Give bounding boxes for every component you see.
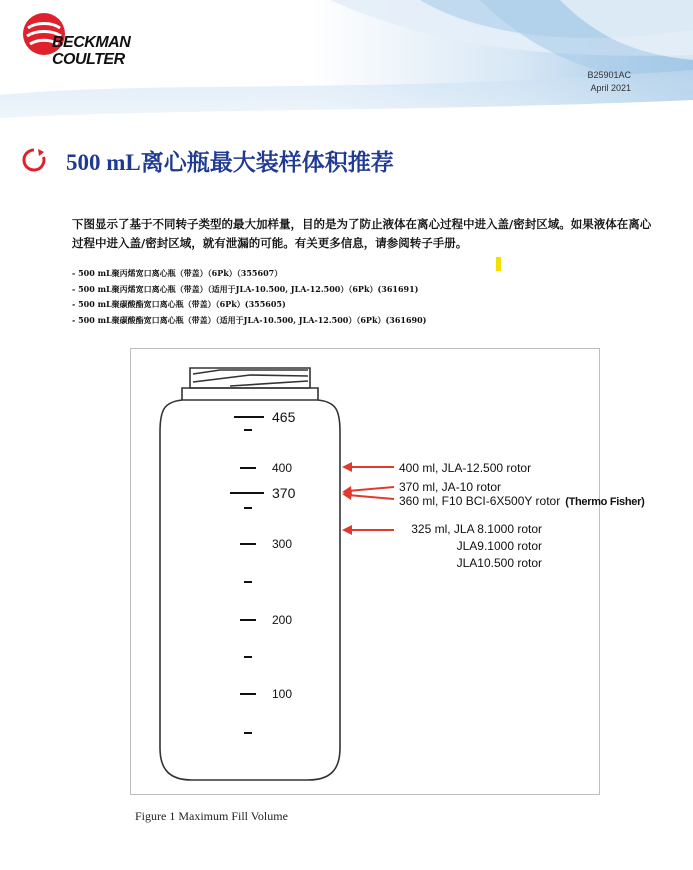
graduation-ticks [230,417,264,733]
annotation-325-line3: JLA10.500 rotor [456,556,542,570]
logo-text-line1: BECKMAN [52,34,131,51]
annotation-360-text: 360 ml, F10 BCI-6X500Y rotor [399,494,561,508]
refresh-circle-icon [21,147,47,173]
annotation-360 [399,494,645,508]
annotation-400: 400 ml, JLA-12.500 rotor [399,461,532,475]
graduation-label: 400 [272,461,293,475]
graduation-label: 100 [272,687,293,701]
bottle-figure [130,348,670,795]
list-item: - 500 mL聚丙烯宽口离心瓶（带盖）（适用于JLA-10.500, JLA-12.500）（6Pk）(361691) [72,283,419,294]
arrow-400 [342,462,394,472]
document-number: B25901AC [587,70,631,80]
list-item: - 500 mL聚丙烯宽口离心瓶（带盖）（6Pk）（355607） [72,268,283,278]
annotation-325-line2: JLA9.1000 rotor [456,539,542,553]
graduation-label: 200 [272,613,293,627]
highlight-marker [496,257,501,271]
annotation-370: 370 ml, JA-10 rotor [399,480,502,494]
annotation-325-line1: 325 ml, JLA 8.1000 rotor [411,522,542,536]
product-list [72,266,426,328]
intro-paragraph: 下图显示了基于不同转子类型的最大加样量，目的是为了防止液体在离心过程中进入盖/密封区域。如果液体在离心过程中进入盖/密封区域，就有泄漏的可能。有关更多信息，请参阅转子手册。 [72,217,652,250]
graduation-label: 465 [272,409,296,425]
bottle-neck [182,368,318,400]
document-date: April 2021 [590,83,631,93]
annotation-360-brand: (Thermo Fisher) [565,496,645,508]
logo-text-line2: COULTER [52,51,125,68]
arrow-325 [342,525,394,535]
graduation-label: 300 [272,537,293,551]
bottle-body [160,400,340,780]
list-item: - 500 mL聚碳酸酯宽口离心瓶（带盖）（适用于JLA-10.500, JLA-12.500）（6Pk）(361690) [72,314,427,325]
page-title: 500 mL离心瓶最大装样体积推荐 [66,150,394,175]
figure-caption: Figure 1 Maximum Fill Volume [135,809,288,823]
list-item: - 500 mL聚碳酸酯宽口离心瓶（带盖）（6Pk）(355605) [72,299,286,309]
graduation-label: 370 [272,485,296,501]
arrow-360 [342,490,394,500]
